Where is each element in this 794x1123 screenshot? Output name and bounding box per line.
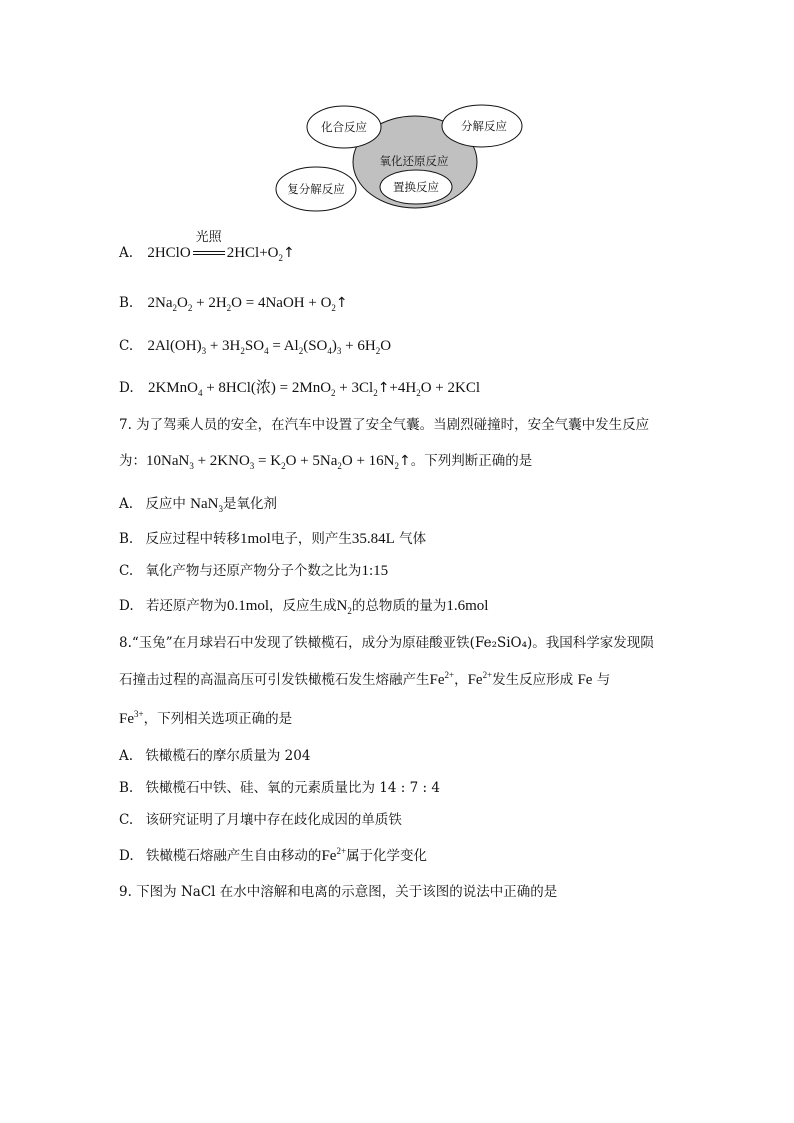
q8-option-c: C. 该研究证明了月壤中存在歧化成因的单质铁 xyxy=(119,812,402,828)
q6-option-d: D. 2KMnO$_4$ + 8HCl(浓) = $2MnO_2 + 3Cl_2↑+4H_2O + 2KCl$ xyxy=(119,380,481,398)
reaction-type-diagram xyxy=(270,100,530,220)
reaction-condition: 光照 xyxy=(191,244,227,264)
q9-stem: 9. 下图为 NaCl 在水中溶解和电离的示意图，关于该图的说法中正确的是 xyxy=(119,884,558,900)
q8-option-b: B. 铁橄榄石中铁、硅、氧的元素质量比为 14 : 7 : 4 xyxy=(119,780,440,796)
q7-option-a: A. 反应中 NaN$_3$是氧化剂 xyxy=(119,496,277,514)
combination-label: 化合反应 xyxy=(321,120,367,134)
q6-option-b: B. $2Na_2O_2 + 2H_2O$ = 4NaOH + $O_2↑$ xyxy=(119,295,348,313)
q7-option-c: C. 氧化产物与还原产物分子个数之比为1:15 xyxy=(119,563,389,579)
double-displacement-label: 复分解反应 xyxy=(287,182,345,196)
gas-arrow-icon: ↑ xyxy=(282,245,295,261)
q7-option-b: B. 反应过程中转移1mol电子，则产生35.84L 气体 xyxy=(119,531,427,547)
q7-equation: $10NaN_3 + 2KNO_3 = K_2O + 5Na_2O + 16N_2$ xyxy=(146,453,400,471)
q8-stem-line-1: 8.“玉兔”在月球岩石中发现了铁橄榄石，成分为原硅酸亚铁(Fe₂SiO₄)。我国科学家发现陨 xyxy=(119,635,654,651)
q6-option-a: A. 2HClO 光照 $2HCl+O_2↑$ xyxy=(119,229,295,263)
gas-arrow-icon: ↑ xyxy=(377,380,390,396)
gas-arrow-icon: ↑ xyxy=(399,453,411,469)
gas-arrow-icon: ↑ xyxy=(335,295,348,311)
q7-stem-line-2: 为：$10NaN_3 + 2KNO_3 = K_2O + 5Na_2O$ + $16N_2↑$。下列判断正确的是 xyxy=(119,453,533,471)
q8-option-a: A. 铁橄榄石的摩尔质量为 204 xyxy=(119,748,311,764)
q7-stem-line-1: 7. 为了驾乘人员的安全，在汽车中设置了安全气囊。当剧烈碰撞时，安全气囊中发生反应 xyxy=(119,417,650,433)
q7-option-d: D. 若还原产物为0.1mol，反应生成$N_2$的总物质的量为1.6mol xyxy=(119,598,489,616)
q8-stem-line-2: 石撞击过程的高温高压可引发铁橄榄石发生熔融产生$Fe^{2+}$，$Fe^{2+}$发生反应形成 Fe 与 xyxy=(119,670,611,688)
q8-stem-line-3: $Fe^{3+}$，下列相关选项正确的是 xyxy=(119,709,293,727)
displacement-label: 置换反应 xyxy=(393,180,439,194)
q8-option-d: D. 铁橄榄石熔融产生自由移动的$Fe^{2+}$属于化学变化 xyxy=(119,846,428,864)
q6-option-c: C. $2Al(OH)_3 + 3H_2SO_4 = Al_2(SO_4)_3 + 6H_2O$ xyxy=(119,338,392,356)
redox-label: 氧化还原反应 xyxy=(379,154,449,168)
decomposition-label: 分解反应 xyxy=(461,119,507,133)
